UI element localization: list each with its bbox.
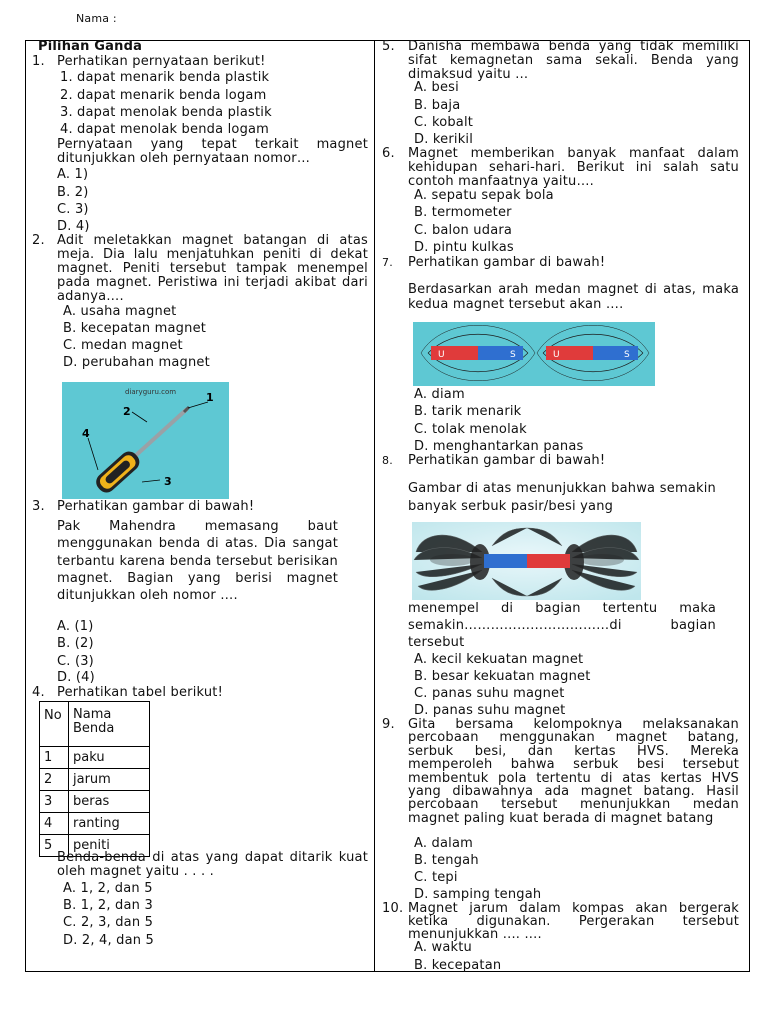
q7-stem: Berdasarkan arah medan magnet di atas, maka kedua magnet tersebut akan …. xyxy=(408,282,739,312)
magnet-pole-label: U xyxy=(438,350,445,360)
objects-table xyxy=(39,701,150,857)
table-row xyxy=(40,813,150,835)
q9-text: Gita bersama kelompoknya melaksanakan percobaan menggunakan magnet batang, serbuk besi, dan kertas HVS. Mereka memperoleh bahwa serbuk besi tersebut membentuk pola tertentu di atas kertas HVS yang dibawahnya ada magnet batang. Hasil percobaan tersebut menunjukkan medan magnet paling kuat berada di magnet batang xyxy=(408,717,739,826)
q7-number: 7. xyxy=(382,256,393,269)
q1-option-c: C. 3) xyxy=(57,202,89,217)
q1-statement-num: 4. xyxy=(60,122,73,137)
q2-number: 2. xyxy=(32,233,45,248)
screwdriver-label-3: 3 xyxy=(164,475,172,488)
table-row xyxy=(40,747,150,769)
q3-stem: Pak Mahendra memasang baut menggunakan benda di atas. Dia sangat terbantu karena benda tersebut berisikan magnet. Bagian yang berisi magnet ditunjukkan oleh nomor …. xyxy=(57,519,338,604)
q10-text: Magnet jarum dalam kompas akan bergerak ketika digunakan. Pergerakan tersebut menunjukkan .... .... xyxy=(408,901,739,942)
q7-option-a: A. diam xyxy=(414,387,465,402)
q7-option-d: D. menghantarkan panas xyxy=(414,439,584,454)
q3-text: Perhatikan gambar di bawah! xyxy=(57,499,255,514)
table-header-cell: No xyxy=(40,702,69,747)
magnet-pole-label: U xyxy=(553,350,560,360)
q5-option-d: D. kerikil xyxy=(414,132,474,147)
table-cell: 3 xyxy=(40,791,69,813)
name-label: Nama : xyxy=(76,12,117,25)
table-cell: 2 xyxy=(40,769,69,791)
q7-text: Perhatikan gambar di bawah! xyxy=(408,255,606,270)
q9-option-d: D. samping tengah xyxy=(414,887,542,902)
q1-statement-num: 1. xyxy=(60,70,73,85)
image-watermark: diaryguru.com xyxy=(125,388,177,396)
q2-option-c: C. medan magnet xyxy=(63,338,183,353)
table-cell: jarum xyxy=(69,769,150,791)
q1-stem: Pernyataan yang tepat terkait magnet ditunjukkan oleh pernyataan nomor… xyxy=(57,137,368,166)
q4-text: Perhatikan tabel berikut! xyxy=(57,685,223,700)
q8-text: Perhatikan gambar di bawah! xyxy=(408,453,606,468)
q7-option-c: C. tolak menolak xyxy=(414,422,527,437)
magnet-pole-label: S xyxy=(510,350,516,360)
q6-option-c: C. balon udara xyxy=(414,223,513,238)
q2-option-d: D. perubahan magnet xyxy=(63,355,210,370)
q6-option-d: D. pintu kulkas xyxy=(414,240,514,255)
q6-number: 6. xyxy=(382,146,395,161)
q3-number: 3. xyxy=(32,499,45,514)
q1-statement: dapat menarik benda plastik xyxy=(77,70,270,85)
table-cell: peniti xyxy=(69,835,150,857)
q4-option-b: B. 1, 2, dan 3 xyxy=(63,898,153,913)
table-cell: beras xyxy=(69,791,150,813)
iron-filings-image xyxy=(412,522,641,600)
q10-option-b: B. kecepatan xyxy=(414,958,502,973)
q2-option-b: B. kecepatan magnet xyxy=(63,321,207,336)
screwdriver-label-4: 4 xyxy=(82,427,90,440)
column-divider xyxy=(374,40,375,972)
q1-statement: dapat menarik benda logam xyxy=(77,88,267,103)
q4-option-a: A. 1, 2, dan 5 xyxy=(63,881,153,896)
q1-statement: dapat menolak benda plastik xyxy=(77,105,272,120)
q5-option-b: B. baja xyxy=(414,98,461,113)
q4-option-d: D. 2, 4, dan 5 xyxy=(63,933,155,948)
q9-option-a: A. dalam xyxy=(414,836,473,851)
table-cell: 5 xyxy=(40,835,69,857)
q9-number: 9. xyxy=(382,717,395,732)
two-magnets-image xyxy=(413,322,655,386)
q6-option-a: A. sepatu sepak bola xyxy=(414,188,554,203)
q5-number: 5. xyxy=(382,39,395,54)
q8-stem-2: menempel di bagian tertentu maka semakin……………………………di bagian tersebut xyxy=(408,601,716,650)
q5-option-a: A. besi xyxy=(414,80,459,95)
q9-option-b: B. tengah xyxy=(414,853,479,868)
q8-option-d: D. panas suhu magnet xyxy=(414,703,566,718)
q3-option-c: C. (3) xyxy=(57,654,94,669)
q6-text: Magnet memberikan banyak manfaat dalam kehidupan sehari-hari. Berikut ini salah satu contoh manfaatnya yaitu…. xyxy=(408,146,739,189)
q4-number: 4. xyxy=(32,685,45,700)
q8-option-b: B. besar kekuatan magnet xyxy=(414,669,591,684)
q8-number: 8. xyxy=(382,454,393,467)
table-header-row xyxy=(40,702,150,747)
q10-option-a: A. waktu xyxy=(414,940,472,955)
q8-stem-1: Gambar di atas menunjukkan bahwa semakin banyak serbuk pasir/besi yang xyxy=(408,481,716,514)
q1-option-d: D. 4) xyxy=(57,219,90,234)
q2-option-a: A. usaha magnet xyxy=(63,304,177,319)
screwdriver-label-1: 1 xyxy=(206,391,214,404)
table-cell: 4 xyxy=(40,813,69,835)
q1-option-a: A. 1) xyxy=(57,167,89,182)
q4-stem: Benda-benda di atas yang dapat ditarik kuat oleh magnet yaitu . . . . xyxy=(57,850,368,879)
q5-option-c: C. kobalt xyxy=(414,115,474,130)
q1-statement-num: 3. xyxy=(60,105,73,120)
q7-option-b: B. tarik menarik xyxy=(414,404,522,419)
q10-number: 10. xyxy=(382,901,404,916)
table-header-cell: Nama Benda xyxy=(69,702,150,747)
table-cell: ranting xyxy=(69,813,150,835)
q3-option-a: A. (1) xyxy=(57,619,94,634)
section-title: Pilihan Ganda xyxy=(38,39,143,54)
q6-option-b: B. termometer xyxy=(414,205,512,220)
q9-option-c: C. tepi xyxy=(414,870,458,885)
table-cell: paku xyxy=(69,747,150,769)
q3-option-d: D. (4) xyxy=(57,670,95,685)
magnet-pole-label: S xyxy=(624,350,630,360)
q5-text: Danisha membawa benda yang tidak memiliki sifat kemagnetan sama sekali. Benda yang dimaksud yaitu … xyxy=(408,39,739,82)
screwdriver-label-2: 2 xyxy=(123,405,131,418)
table-row xyxy=(40,791,150,813)
q1-number: 1. xyxy=(32,54,45,69)
q8-option-a: A. kecil kekuatan magnet xyxy=(414,652,584,667)
table-cell: 1 xyxy=(40,747,69,769)
q1-text: Perhatikan pernyataan berikut! xyxy=(57,54,266,69)
q1-statement-num: 2. xyxy=(60,88,73,103)
q1-statement: dapat menolak benda logam xyxy=(77,122,270,137)
q4-option-c: C. 2, 3, dan 5 xyxy=(63,915,154,930)
q3-option-b: B. (2) xyxy=(57,636,94,651)
q1-option-b: B. 2) xyxy=(57,185,89,200)
q8-option-c: C. panas suhu magnet xyxy=(414,686,565,701)
q2-text: Adit meletakkan magnet batangan di atas meja. Dia lalu menjatuhkan peniti di dekat magnet. Peniti tersebut tampak menempel pada magnet. Peristiwa ini terjadi akibat dari adanya…. xyxy=(57,233,368,304)
table-row xyxy=(40,769,150,791)
screwdriver-image xyxy=(62,382,229,499)
